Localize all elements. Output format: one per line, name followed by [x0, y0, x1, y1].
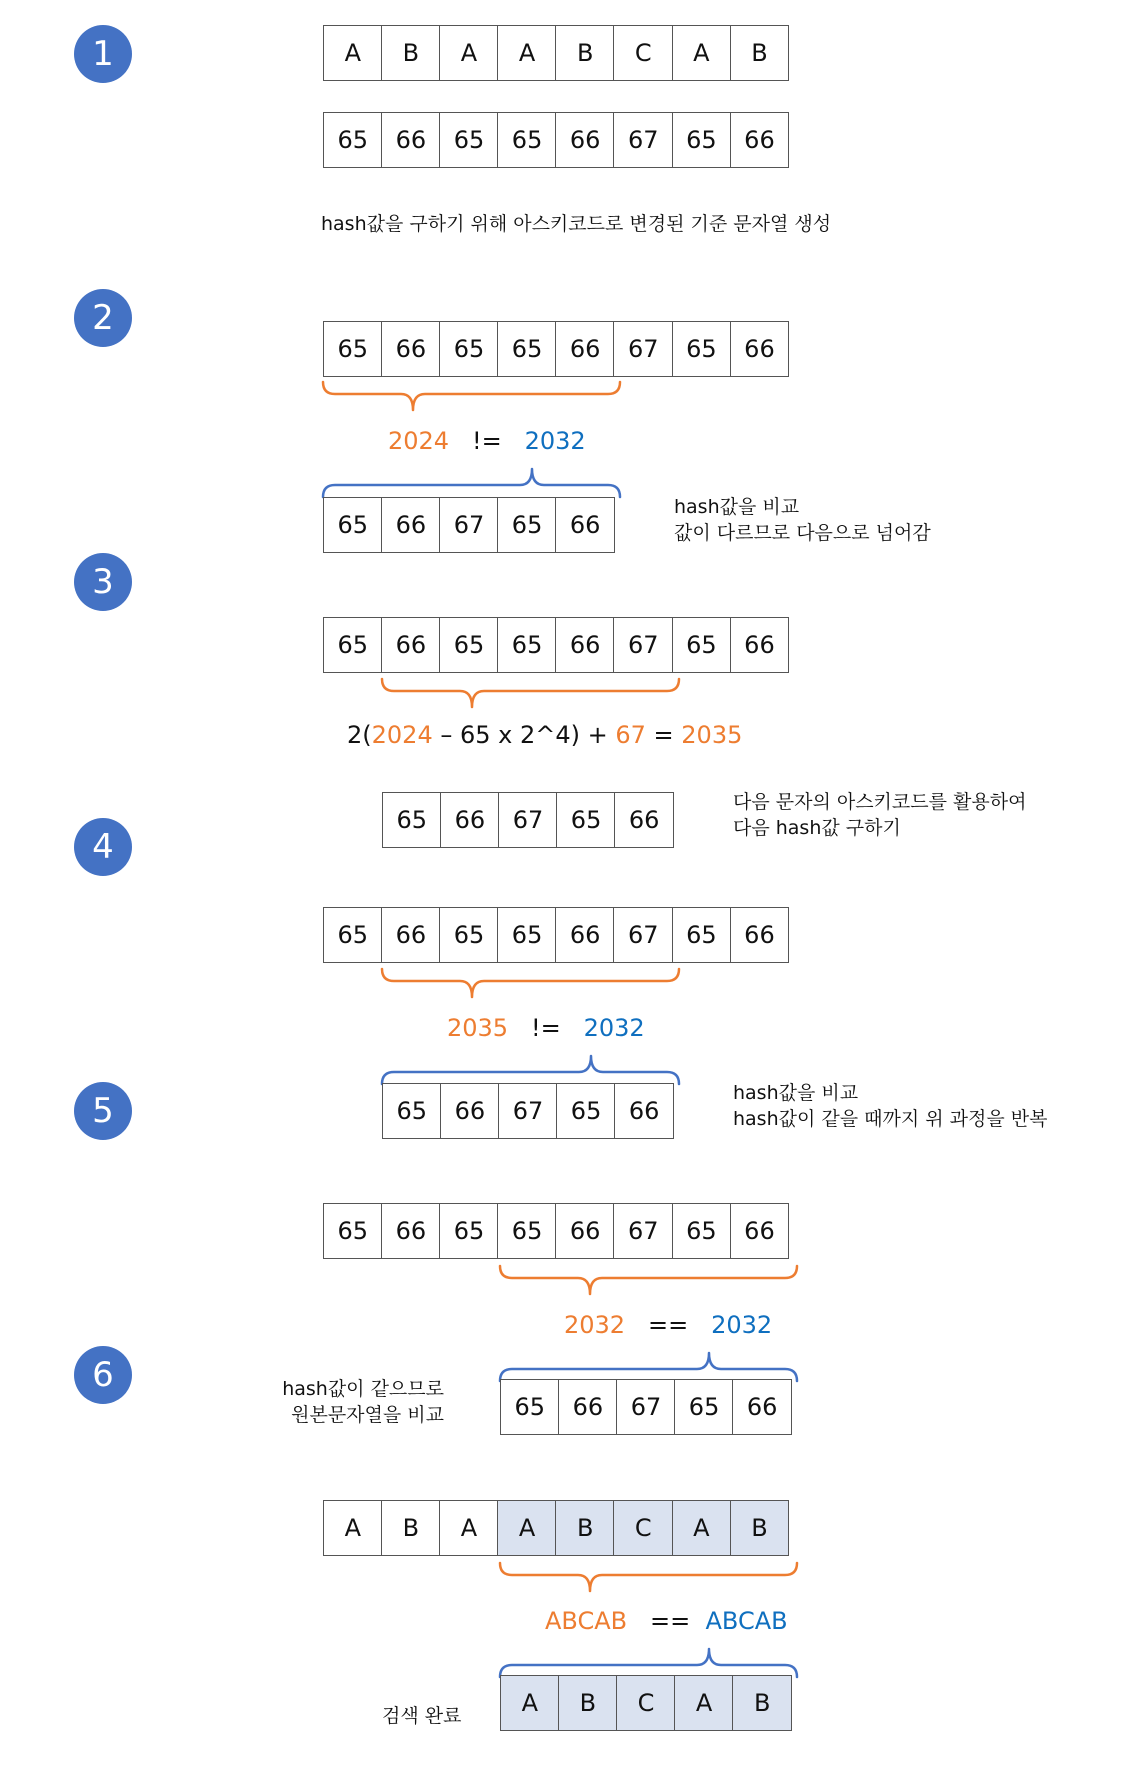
pattern-hash-value: 2032 [524, 427, 586, 455]
pattern-char-row [500, 1675, 792, 1731]
code-cell: 66 [730, 112, 790, 168]
char-cell: B [558, 1675, 618, 1731]
comparison-operator: == [647, 1311, 689, 1339]
text-window-brace [382, 969, 679, 997]
note-line: hash값이 같을 때까지 위 과정을 반복 [733, 1108, 1048, 1130]
code-cell: 67 [439, 497, 499, 553]
text-window-brace [323, 382, 620, 410]
code-cell: 65 [672, 321, 732, 377]
code-cell: 65 [672, 617, 732, 673]
matched-char-cell: A [672, 1500, 732, 1556]
formula-part: = [645, 721, 682, 749]
text-hash-value: 2024 [388, 427, 450, 455]
char-cell: B [381, 1500, 441, 1556]
code-cell: 65 [439, 112, 499, 168]
matched-char-cell: B [730, 1500, 790, 1556]
step-1-note: hash값을 구하기 위해 아스키코드로 변경된 기준 문자열 생성 [321, 213, 832, 235]
char-cell: C [613, 25, 673, 81]
text-hash-value: 2032 [564, 1311, 626, 1339]
code-cell: 66 [730, 617, 790, 673]
char-cell: A [497, 25, 557, 81]
code-cell: 65 [323, 907, 383, 963]
char-cell: B [730, 25, 790, 81]
code-cell: 66 [555, 497, 615, 553]
step-3-badge: 3 [74, 553, 132, 611]
step-4-badge: 4 [74, 818, 132, 876]
ascii-code-row [323, 112, 789, 168]
code-cell: 65 [323, 617, 383, 673]
next-char-code: 67 [615, 721, 646, 749]
hash-comparison [564, 1311, 772, 1339]
code-cell: 67 [613, 1203, 673, 1259]
code-cell: 66 [381, 907, 441, 963]
pattern-window-brace [500, 1353, 797, 1381]
note-line: 다음 hash값 구하기 [733, 817, 901, 839]
code-cell: 66 [614, 1083, 674, 1139]
pattern-code-row [500, 1379, 792, 1435]
text-hash-value: 2035 [447, 1014, 509, 1042]
code-cell: 65 [500, 1379, 560, 1435]
char-cell: A [323, 1500, 383, 1556]
code-cell: 66 [381, 321, 441, 377]
code-cell: 66 [381, 497, 441, 553]
text-code-row [323, 321, 789, 377]
char-cell: A [439, 25, 499, 81]
code-cell: 66 [555, 1203, 615, 1259]
pattern-hash-value: 2032 [711, 1311, 773, 1339]
comparison-operator: != [471, 427, 502, 455]
new-hash: 2035 [681, 721, 743, 749]
note-line: hash값을 비교 [733, 1082, 859, 1104]
code-cell: 65 [323, 321, 383, 377]
code-cell: 65 [439, 907, 499, 963]
code-cell: 67 [498, 792, 558, 848]
pattern-window-brace [323, 469, 620, 497]
code-cell: 65 [497, 617, 557, 673]
comparison-operator: != [530, 1014, 561, 1042]
char-cell: A [674, 1675, 734, 1731]
string-comparison [545, 1607, 788, 1635]
code-cell: 65 [497, 321, 557, 377]
pattern-code-row [382, 1083, 674, 1139]
code-cell: 65 [497, 112, 557, 168]
code-cell: 65 [382, 792, 442, 848]
pattern-code-row [323, 497, 615, 553]
text-substring: ABCAB [545, 1607, 628, 1635]
code-cell: 66 [555, 321, 615, 377]
code-cell: 65 [672, 112, 732, 168]
code-cell: 66 [555, 617, 615, 673]
matched-char-cell: C [613, 1500, 673, 1556]
pattern-window-brace [382, 1056, 679, 1084]
char-cell: B [732, 1675, 792, 1731]
pattern-string: ABCAB [705, 1607, 788, 1635]
code-cell: 66 [555, 907, 615, 963]
char-cell: B [381, 25, 441, 81]
formula-part: 2( [347, 721, 372, 749]
code-cell: 65 [323, 1203, 383, 1259]
code-cell: 66 [381, 1203, 441, 1259]
code-cell: 65 [672, 1203, 732, 1259]
code-cell: 67 [498, 1083, 558, 1139]
code-cell: 66 [555, 112, 615, 168]
source-char-row [323, 1500, 789, 1556]
code-cell: 66 [440, 1083, 500, 1139]
code-cell: 65 [497, 907, 557, 963]
char-cell: A [500, 1675, 560, 1731]
text-window-brace [500, 1266, 797, 1294]
text-code-row [323, 1203, 789, 1259]
step-2-badge: 2 [74, 289, 132, 347]
step-5-note [224, 1376, 444, 1428]
text-code-row [323, 617, 789, 673]
step-6-note: 검색 완료 [382, 1705, 462, 1727]
code-cell: 66 [440, 792, 500, 848]
code-cell: 67 [616, 1379, 676, 1435]
code-cell: 67 [613, 321, 673, 377]
code-cell: 66 [558, 1379, 618, 1435]
code-cell: 65 [672, 907, 732, 963]
code-cell: 66 [381, 112, 441, 168]
note-line: hash값을 비교 [674, 496, 800, 518]
code-cell: 65 [497, 1203, 557, 1259]
pattern-hash-value: 2032 [583, 1014, 645, 1042]
step-2-note [674, 494, 931, 546]
note-line: hash값이 같으므로 [282, 1378, 444, 1400]
text-window-brace [500, 1563, 797, 1591]
pattern-code-row [382, 792, 674, 848]
code-cell: 65 [382, 1083, 442, 1139]
char-cell: A [323, 25, 383, 81]
code-cell: 65 [497, 497, 557, 553]
code-cell: 66 [730, 1203, 790, 1259]
hash-comparison [447, 1014, 645, 1042]
code-cell: 65 [323, 497, 383, 553]
step-6-badge: 6 [74, 1346, 132, 1404]
code-cell: 67 [613, 907, 673, 963]
code-cell: 65 [556, 1083, 616, 1139]
code-cell: 66 [614, 792, 674, 848]
code-cell: 65 [556, 792, 616, 848]
char-cell: A [672, 25, 732, 81]
code-cell: 65 [323, 112, 383, 168]
step-4-note [733, 1080, 1047, 1132]
code-cell: 66 [381, 617, 441, 673]
code-cell: 67 [613, 617, 673, 673]
matched-char-cell: A [497, 1500, 557, 1556]
code-cell: 66 [730, 321, 790, 377]
note-line: 원본문자열을 비교 [291, 1404, 444, 1426]
code-cell: 67 [613, 112, 673, 168]
rolling-hash-formula [347, 721, 742, 749]
code-cell: 65 [439, 617, 499, 673]
source-char-row [323, 25, 789, 81]
code-cell: 65 [439, 1203, 499, 1259]
comparison-operator: == [650, 1607, 691, 1635]
text-code-row [323, 907, 789, 963]
step-3-note [733, 789, 1026, 841]
hash-comparison [388, 427, 586, 455]
code-cell: 65 [674, 1379, 734, 1435]
code-cell: 66 [730, 907, 790, 963]
char-cell: B [555, 25, 615, 81]
formula-part: – 65 x 2^4) + [432, 721, 616, 749]
previous-hash: 2024 [371, 721, 433, 749]
matched-char-cell: B [555, 1500, 615, 1556]
note-line: 값이 다르므로 다음으로 넘어감 [674, 522, 931, 544]
char-cell: A [439, 1500, 499, 1556]
pattern-window-brace [500, 1649, 797, 1677]
text-window-brace [382, 679, 679, 707]
step-1-badge: 1 [74, 25, 132, 83]
note-line: 다음 문자의 아스키코드를 활용하여 [733, 791, 1027, 813]
code-cell: 65 [439, 321, 499, 377]
step-5-badge: 5 [74, 1082, 132, 1140]
code-cell: 66 [732, 1379, 792, 1435]
char-cell: C [616, 1675, 676, 1731]
